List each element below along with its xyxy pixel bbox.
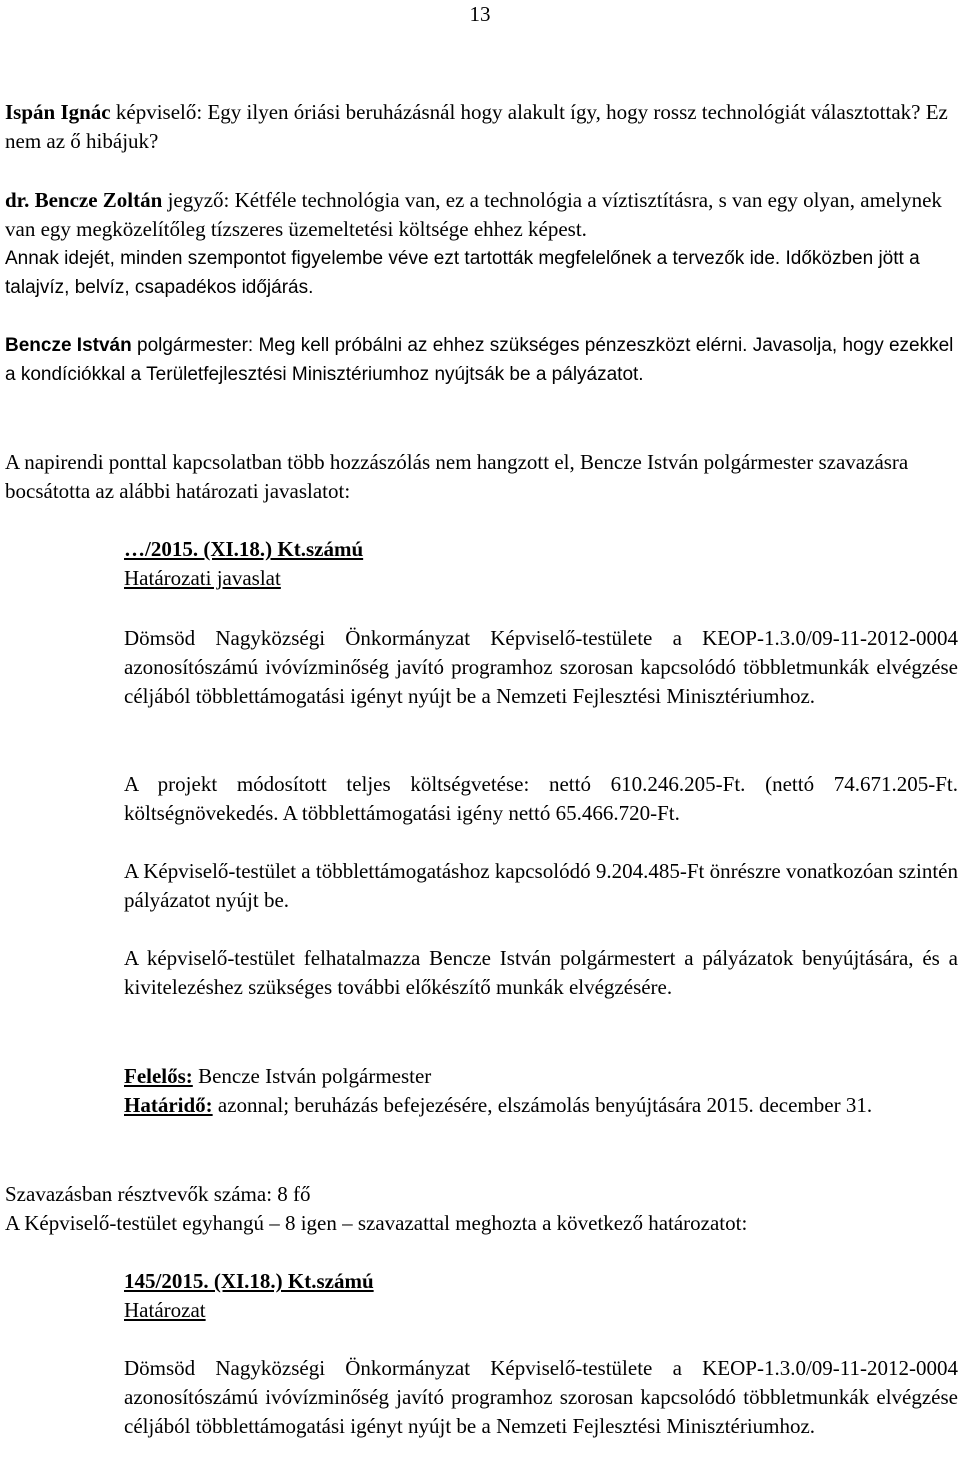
resolution-body: Dömsöd Nagyközségi Önkormányzat Képviselő-testülete a KEOP-1.3.0/09-11-2012-0004 azonosítószámú ivóvízminőség javító programhoz szorosan kapcsolódó többletmunkák elvégzése céljából többlettámogatási igényt nyújt be a Nemzeti Fejlesztési Minisztériumhoz. xyxy=(124,1356,958,1438)
proposal-body: Dömsöd Nagyközségi Önkormányzat Képviselő-testülete a KEOP-1.3.0/09-11-2012-0004 azonosítószámú ivóvízminőség javító programhoz szorosan kapcsolódó többletmunkák elvégzése céljából többlettámogatási igényt nyújt be a Nemzeti Fejlesztési Minisztériumhoz. xyxy=(124,626,958,708)
responsible-label: Felelős: xyxy=(124,1064,193,1088)
proposal-budget: A projekt módosított teljes költségvetése: nettó 610.246.205-Ft. (nettó 74.671.205-Ft. költségnövekedés. A többlettámogatási igény nettó 65.466.720-Ft. xyxy=(124,772,958,825)
paragraph-ispan xyxy=(5,98,955,156)
speaker-name: dr. Bencze Zoltán xyxy=(5,188,163,212)
speech-text: jegyző: Kétféle technológia van, ez a technológia a víztisztításra, s van egy olyan, amelynek van egy megközelítőleg tízszeres üzemeltetési költsége ehhez képest. xyxy=(5,188,942,241)
proposal-deadline xyxy=(124,1091,958,1120)
deadline-label: Határidő: xyxy=(124,1093,213,1117)
speaker-name: Ispán Ignác xyxy=(5,100,111,124)
proposal-number: …/2015. (XI.18.) Kt.számú xyxy=(124,537,364,561)
proposal-own-share: A Képviselő-testület a többlettámogatáshoz kapcsolódó 9.204.485-Ft önrészre vonatkozóan szintén pályázatot nyújt be. xyxy=(124,859,958,912)
paragraph-bencze-zoltan-cont: Annak idejét, minden szempontot figyelembe véve ezt tartották megfelelőnek a tervezők ide. Időközben jött a talajvíz, belvíz, csapadékos időjárás. xyxy=(5,248,920,298)
resolution-title: Határozat xyxy=(124,1298,206,1322)
speaker-name: Bencze István xyxy=(5,335,132,356)
vote-participants: Szavazásban résztvevők száma: 8 fő xyxy=(5,1182,311,1206)
speech-text: képviselő: Egy ilyen óriási beruházásnál hogy alakult így, hogy rossz technológiát választottak? Ez nem az ő hibájuk? xyxy=(5,100,948,153)
responsible-value: Bencze István polgármester xyxy=(192,1064,432,1088)
resolution-number: 145/2015. (XI.18.) Kt.számú xyxy=(124,1269,374,1293)
resolution-heading xyxy=(124,1267,958,1325)
paragraph-bencze-zoltan xyxy=(5,186,955,244)
proposal-responsible xyxy=(124,1062,958,1091)
proposal-heading xyxy=(124,535,958,593)
proposal-authorization: A képviselő-testület felhatalmazza Bencze István polgármestert a pályázatok benyújtására, és a kivitelezéshez szükséges további előkészítő munkák elvégzésére. xyxy=(124,946,958,999)
speech-text: polgármester: Meg kell próbálni az ehhez szükséges pénzeszközt elérni. Javasolja, hogy ezekkel a kondíciókkal a Területfejlesztési Minisztériumhoz nyújtsák be a pályázatot. xyxy=(5,335,954,385)
proposal-title: Határozati javaslat xyxy=(124,566,281,590)
page-number: 13 xyxy=(469,2,491,26)
deadline-value: azonnal; beruházás befejezésére, elszámolás benyújtására 2015. december 31. xyxy=(212,1093,873,1117)
paragraph-bencze-istvan xyxy=(5,331,955,389)
paragraph-agenda: A napirendi ponttal kapcsolatban több hozzászólás nem hangzott el, Bencze István polgármester szavazásra bocsátotta az alábbi határozati javaslatot: xyxy=(5,450,909,503)
vote-result: A Képviselő-testület egyhangú – 8 igen – szavazattal meghozta a következő határozatot: xyxy=(5,1211,748,1235)
